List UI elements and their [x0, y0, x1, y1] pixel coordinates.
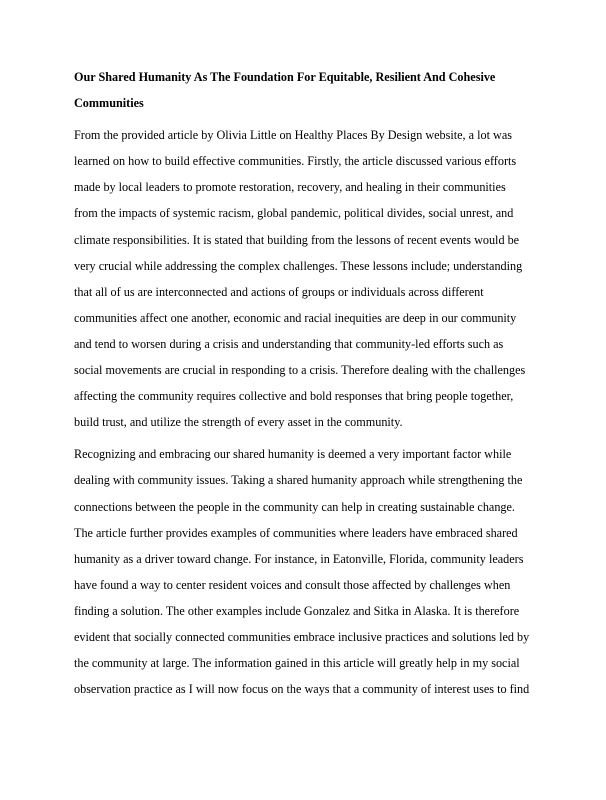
paragraph-line: and tend to worsen during a crisis and understanding that community-led efforts such as: [74, 336, 504, 351]
title-line: Communities: [74, 96, 144, 111]
paragraph-line: social movements are crucial in responding to a crisis. Therefore dealing with the challenges: [74, 363, 526, 378]
paragraph-2: [74, 441, 530, 702]
paragraph-line: humanity as a driver toward change. For instance, in Eatonville, Florida, community leaders: [74, 551, 524, 566]
title-line: Our Shared Humanity As The Foundation For Equitable, Resilient And Cohesive: [74, 70, 496, 84]
paragraph-line: affecting the community requires collective and bold responses that bring people together,: [74, 389, 514, 404]
paragraph-line: that all of us are interconnected and actions of groups or individuals across different: [74, 284, 484, 299]
document-body: [74, 64, 530, 702]
paragraph-line: The article further provides examples of communities where leaders have embraced shared: [74, 525, 518, 540]
paragraph-line: finding a solution. The other examples include Gonzalez and Sitka in Alaska. It is therefore: [74, 603, 520, 618]
paragraph-line: have found a way to center resident voices and consult those affected by challenges when: [74, 577, 511, 592]
paragraph-line: observation practice as I will now focus on the ways that a community of interest uses to find: [74, 682, 530, 697]
paragraph-line: climate responsibilities. It is stated that building from the lessons of recent events would be: [74, 232, 520, 247]
paragraph-line: from the impacts of systemic racism, global pandemic, political divides, social unrest, and: [74, 206, 514, 221]
paragraph-line: Recognizing and embracing our shared humanity is deemed a very important factor while: [74, 447, 512, 462]
paragraph-line: connections between the people in the community can help in creating sustainable change.: [74, 499, 515, 514]
paragraph-1: [74, 122, 526, 435]
paragraph-line: dealing with community issues. Taking a shared humanity approach while strengthening the: [74, 473, 523, 488]
paragraph-line: build trust, and utilize the strength of every asset in the community.: [74, 415, 403, 430]
paragraph-line: learned on how to build effective communities. Firstly, the article discussed various efforts: [74, 154, 517, 169]
paragraph-line: made by local leaders to promote restoration, recovery, and healing in their communities: [74, 180, 506, 195]
paragraph-line: very crucial while addressing the complex challenges. These lessons include; understanding: [74, 258, 523, 273]
paragraph-line: evident that socially connected communities embrace inclusive practices and solutions led by: [74, 629, 530, 644]
paragraph-line: From the provided article by Olivia Little on Healthy Places By Design website, a lot was: [74, 128, 512, 143]
paragraph-line: the community at large. The information gained in this article will greatly help in my social: [74, 656, 520, 671]
document-title: [74, 64, 526, 116]
paragraph-line: communities affect one another, economic and racial inequities are deep in our community: [74, 310, 517, 325]
